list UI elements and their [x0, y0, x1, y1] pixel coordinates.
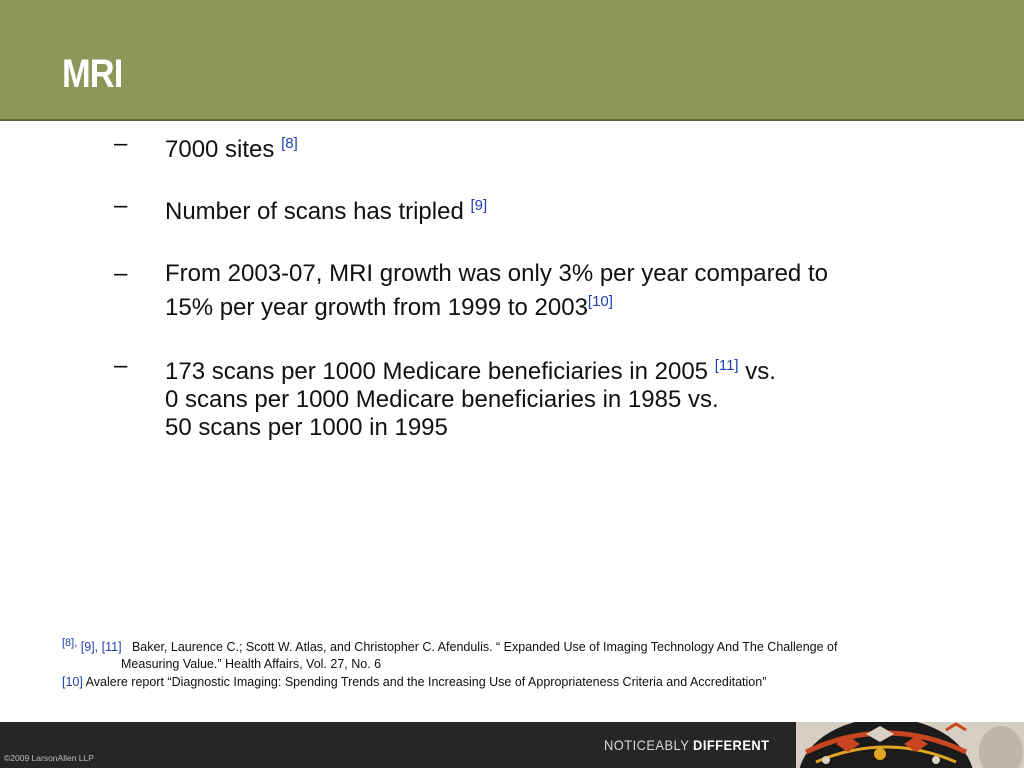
reference-link[interactable]: [8]: [281, 135, 298, 152]
bullet-dash: –: [114, 352, 128, 379]
bullet-dash: –: [114, 260, 128, 287]
reference-link[interactable]: [11]: [714, 357, 739, 374]
copyright-notice: ©2009 LarsonAllen LLP: [4, 753, 94, 763]
title-bar: [0, 0, 1024, 119]
footnote-reference[interactable]: [10]: [62, 675, 83, 689]
footnote-text: Baker, Laurence C.; Scott W. Atlas, and Christopher C. Afendulis. “ Expanded Use of Imaging Technology And The Challenge of: [131, 640, 838, 654]
footnote-reference[interactable]: [9], [11]: [80, 640, 122, 654]
bullet-dash: –: [114, 130, 128, 157]
bullet-text: 173 scans per 1000 Medicare beneficiaries in 2005 [11] vs. 0 scans per 1000 Medicare beneficiaries in 1985 vs. 50 scans per 1000 in 1995: [165, 357, 776, 441]
decorated-egg-image: [796, 722, 1024, 768]
bullet-text: 7000 sites [8]: [165, 135, 298, 163]
bullet-dash: –: [114, 192, 128, 219]
reference-link[interactable]: [10]: [587, 293, 613, 310]
footnote-text: Avalere report “Diagnostic Imaging: Spending Trends and the Increasing Use of Appropriateness Criteria and Accreditation”: [85, 675, 767, 689]
bullet-text: From 2003-07, MRI growth was only 3% per year compared to 15% per year growth from 1999 to 2003[10]: [165, 260, 828, 321]
footnote-item: [62, 675, 766, 689]
bullet-text: Number of scans has tripled [9]: [165, 197, 488, 225]
egg-icon: [796, 722, 1024, 768]
footnote-reference[interactable]: [8],: [62, 637, 78, 649]
footer-bar: [0, 722, 1024, 768]
brand-tagline: NOTICEABLY DIFFERENT: [604, 737, 770, 753]
footnote-text-continued: Measuring Value.” Health Affairs, Vol. 27, No. 6: [121, 657, 382, 671]
reference-link[interactable]: [9]: [470, 197, 488, 214]
footnote-item: [62, 636, 962, 654]
title-bar-divider: [0, 119, 1024, 121]
slide-title: MRI: [62, 52, 123, 96]
